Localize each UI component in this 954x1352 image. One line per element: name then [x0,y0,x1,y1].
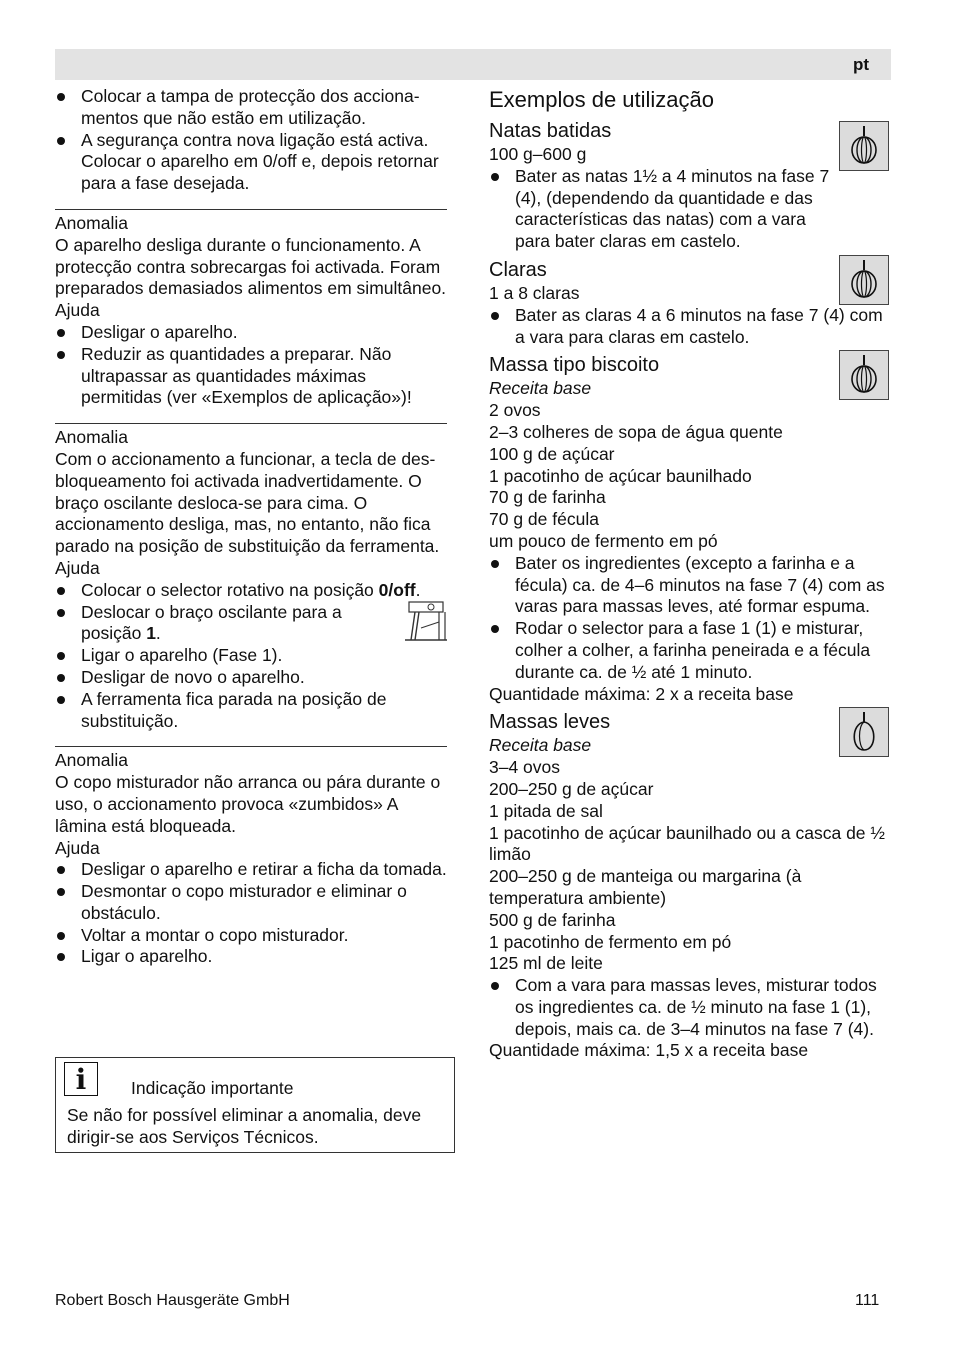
max-quantity: Quantidade máxima: 2 x a receita base [489,683,794,704]
whisk-icon [839,255,889,305]
header-bar [55,49,891,80]
list-item: Bater as natas 1½ a 4 minutos na fase 7 (4), (dependendo da quantidade e das características das natas) com a vara para bater claras em castelo. [489,166,845,253]
mixer-arm-icon [401,600,449,644]
fault-title: Anomalia [55,212,128,233]
beater-icon [839,707,889,757]
list-item: Voltar a montar o copo misturador. [55,925,447,947]
list-item: Reduzir as quantidades a preparar. Não ultrapassar as quantidades máximas permitidas (ver «Exemplos de aplicação»)! [55,344,447,409]
note-text: Se não for possível eliminar a anomalia, deve dirigir-se aos Serviços Técnicos. [67,1105,422,1147]
ingredient: 1 pacotinho de açúcar baunilhado ou a casca de ½ limão [489,822,885,865]
list-item: A ferramenta fica parada na posição de substituição. [55,689,447,733]
ingredient: 1 pitada de sal [489,800,603,821]
fault-section-3 [55,746,447,968]
whisk-icon [839,350,889,400]
help-title: Ajuda [55,837,100,858]
fault-text: Com o accionamento a funcionar, a tecla de des-bloqueamento foi activada inadvertidamente. O braço oscilante desloca-se para cima. O accionamento desliga, mas, no entanto, não fica parado na posição de substituição da ferramenta. [55,448,440,557]
recipe-steps [489,975,891,1040]
list-item: Com a vara para massas leves, misturar todos os ingredientes ca. de ½ minuto na fase 1 (1), depois, mais ca. de 3–4 minutos na fase 7 (4). [489,975,891,1040]
recipe-title: Massas leves [489,711,611,734]
ingredient: 3–4 ovos [489,757,561,778]
list-item: Ligar o aparelho (Fase 1). [55,645,447,667]
list-item: Colocar o selector rotativo na posição 0/off. [55,580,447,602]
recipe-biscoito [489,353,891,705]
ingredient: 200–250 g de açúcar [489,778,654,799]
right-column [489,86,891,1062]
list-item: Bater as claras 4 a 6 minutos na fase 7 (4) com a vara para claras em castelo. [489,305,891,349]
max-quantity: Quantidade máxima: 1,5 x a receita base [489,1040,809,1061]
fault-title: Anomalia [55,427,128,448]
footer-company: Robert Bosch Hausgeräte GmbH [55,1292,290,1309]
ingredient: 1 pacotinho de açúcar baunilhado [489,465,752,486]
ingredient: 70 g de fécula [489,509,599,530]
whisk-icon [839,121,889,171]
ingredient: 125 ml de leite [489,953,603,974]
ingredient: 70 g de farinha [489,487,606,508]
important-note-box [55,1057,455,1153]
ingredient: 2–3 colheres de sopa de água quente [489,421,783,442]
section-title: Exemplos de utilização [489,87,715,112]
ingredient: 200–250 g de manteiga ou margarina (à temperatura ambiente) [489,866,802,908]
intro-list [55,86,459,195]
recipe-claras [489,258,891,348]
page-number: 111 [855,1292,880,1309]
ingredient: um pouco de fermento em pó [489,530,718,551]
list-item: Ligar o aparelho. [55,946,447,968]
recipe-massas-leves [489,710,891,1062]
recipe-steps [489,305,891,349]
ingredient: 500 g de farinha [489,909,616,930]
list-item: Colocar a tampa de protecção dos acciona- mentos que não estão em utilização. [55,86,459,130]
list-item: A segurança contra nova ligação está activa. Colocar o aparelho em 0/off e, depois retornar para a fase desejada. [55,130,459,195]
recipe-quantity: 1 a 8 claras [489,282,580,303]
help-list [55,859,447,968]
recipe-subtitle: Receita base [489,378,592,399]
ingredient: 1 pacotinho de fermento em pó [489,931,732,952]
fault-title: Anomalia [55,750,128,771]
left-column [55,86,459,968]
list-item: Rodar o selector para a fase 1 (1) e misturar, colher a colher, a farinha peneirada e a fécula durante ca. de ½ até 1 minuto. [489,618,891,683]
info-icon: i [64,1062,98,1096]
ingredient: 2 ovos [489,400,541,421]
fault-text: O aparelho desliga durante o funcionamento. A protecção contra sobrecargas foi activada. Foram preparados demasiados alimentos em simultâneo. [55,234,447,299]
fault-section-1 [55,209,447,409]
recipe-title: Natas batidas [489,120,612,142]
list-item: Bater os ingredientes (excepto a farinha e a fécula) ca. de 4–6 minutos na fase 7 (4) com as varas para massas leves, até formar espuma. [489,553,891,618]
recipe-title: Massa tipo biscoito [489,354,660,377]
note-title: Indicação importante [131,1078,294,1098]
recipe-steps [489,553,891,684]
help-list [55,322,447,409]
fault-section-2 [55,423,447,732]
list-item: Deslocar o braço oscilante para a posição 1. [55,602,447,646]
help-title: Ajuda [55,557,100,578]
recipe-natas [489,119,891,253]
recipe-quantity: 100 g–600 g [489,144,587,164]
ingredient: 100 g de açúcar [489,443,615,464]
fault-text: O copo misturador não arranca ou pára durante o uso, o accionamento provoca «zumbidos» A lâmina está bloqueada. [55,772,441,836]
recipe-subtitle: Receita base [489,735,592,756]
help-list [55,580,447,733]
list-item: Desligar o aparelho e retirar a ficha da tomada. [55,859,447,881]
recipe-steps [489,166,891,253]
list-item: Desligar de novo o aparelho. [55,667,447,689]
list-item: Desmontar o copo misturador e eliminar o obstáculo. [55,881,447,925]
list-item: Desligar o aparelho. [55,322,447,344]
help-title: Ajuda [55,300,100,321]
recipe-title: Claras [489,258,547,281]
language-code: pt [852,55,869,74]
